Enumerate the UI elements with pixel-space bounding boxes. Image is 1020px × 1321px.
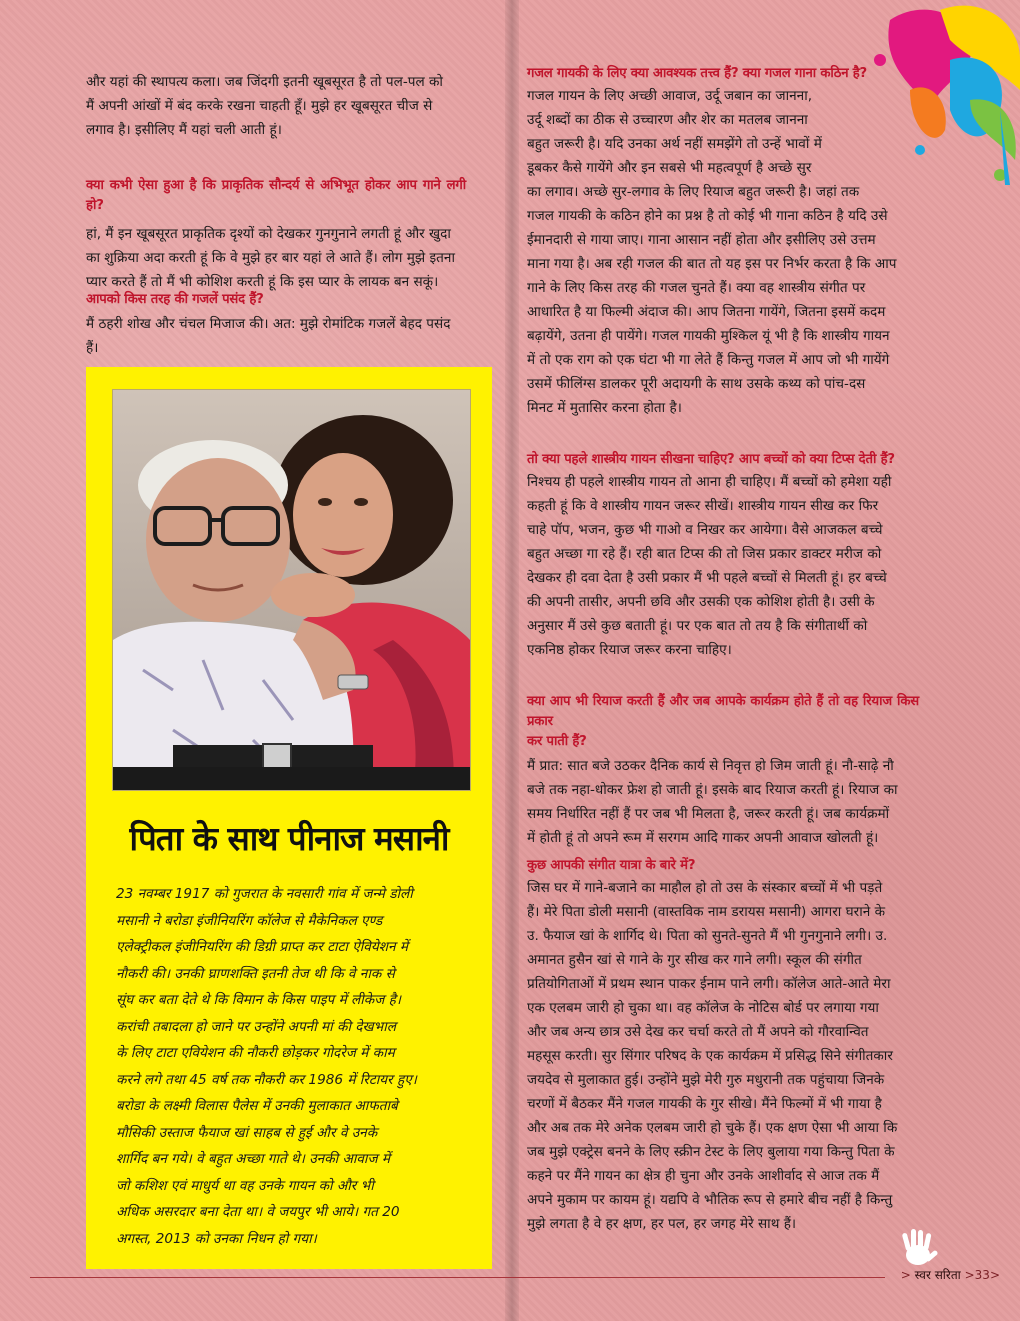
text-line: प्यार करते हैं तो मैं भी कोशिश करती हूं कि इस प्यार के लायक बन सकूं। [86,274,439,290]
caption-line: शार्गिद बन गये। वे बहुत अच्छा गाते थे। उनकी आवाज में [116,1151,390,1167]
text-line: जब मुझे एक्ट्रेस बनने के लिए स्क्रीन टेस्ट के लिए बुलाया गया किन्तु पिता के [527,1144,895,1160]
question-heading: क्या कभी ऐसा हुआ है कि प्राकृतिक सौन्दर्य से अभिभूत होकर आप गाने लगी हो? [86,178,466,213]
text-line: प्रतियोगिताओं में प्रथम स्थान पाकर ईनाम पाने लगी। कॉलेज आते-आते मेरा [527,976,891,992]
text-line: अनुसार मैं उसे कुछ बताती हूं। पर एक बात तो तय है कि संगीतार्थी को [527,618,868,634]
question-heading: तो क्या पहले शास्त्रीय गायन सीखना चाहिए? आप बच्चों को क्या टिप्स देती हैं? [527,452,895,467]
footer-arrow: > [989,1268,1000,1282]
caption-line: मसानी ने बरोडा इंजीनियरिंग कॉलेज से मैकेनिकल एण्ड [116,912,383,929]
text-line: मैं प्रात: सात बजे उठकर दैनिक कार्य से निवृत्त हो जिम जाती हूं। नौ-साढ़े नौ [527,758,894,774]
text-line: गाने के लिए किस तरह की गजल चुनते हैं। क्या वह शास्त्रीय संगीत पर [527,280,866,296]
text-line: लगाव है। इसीलिए मैं यहां चली आती हूं। [86,122,282,138]
text-line: बहुत जरूरी है। यदि उनका अर्थ नहीं समझेंगे तो उन्हें भावों में [527,136,822,152]
text-line: उसमें फीलिंग्स डालकर पूरी अदायगी के साथ उसके कथ्य को पांच-दस [527,376,866,392]
text-line: देखकर ही दवा देता है उसी प्रकार मैं भी पहले बच्चों से मिलती हूं। हर बच्चे [527,570,887,586]
photo-caption-title: पिता के साथ पीनाज मसानी [129,819,449,858]
text-line: जयदेव से मुलाकात हुई। उन्होंने मुझे मेरी गुरु मधुरानी तक पहुंचाया जिनके [527,1072,885,1088]
text-line: उर्दू शब्दों का ठीक से उच्चारण और शेर का मतलब जानना [527,112,808,128]
text-line: उ. फैयाज खां के शार्गिद थे। पिता को सुनते-सुनते मैं भी गुनगुनाने लगी। उ. [527,928,888,944]
caption-line: सूंघ कर बता देते थे कि विमान के किस पाइप में लीकेज है। [116,992,401,1008]
page-footer [901,1266,1000,1283]
caption-line: 23 नवम्बर 1917 को गुजरात के नवसारी गांव में जन्मे डोली [116,886,413,902]
text-line: मुझे लगता है वे हर क्षण, हर पल, हर जगह मेरे साथ हैं। [527,1216,797,1232]
question-heading-line: कर पाती हैं? [527,734,587,749]
qa-block-3 [527,64,919,420]
text-line: की अपनी तासीर, अपनी छवि और उसकी एक कोशिश होती है। उसी के [527,594,875,610]
intro-paragraph [86,70,466,142]
caption-line: बरोडा के लक्ष्मी विलास पैलेस में उनकी मुलाकात आफताबे [116,1098,398,1114]
text-line: माना गया है। अब रही गजल की बात तो यह इस पर निर्भर करता है कि आप [527,256,897,272]
photo-caption-text [116,881,466,1252]
text-line: एक एलबम जारी हो चुका था। वह कॉलेज के नोटिस बोर्ड पर लगाया गया [527,1000,879,1016]
caption-line: नौकरी की। उनकी घ्राणशक्ति इतनी तेज थी कि वे नाक से [116,965,395,982]
qa-block-6 [527,856,919,1236]
text-line: ईमानदारी से गाया जाए। गाना आसान नहीं होता और इसीलिए उसे उत्तम [527,232,876,248]
qa-block-1 [86,176,466,294]
text-line: कहने पर मैंने गायन का क्षेत्र ही चुना और उनके आशीर्वाद से आज तक मैं [527,1168,880,1184]
text-line: मिनट में मुतासिर करना होता है। [527,400,682,416]
text-line: हां, मैं इन खूबसूरत प्राकृतिक दृश्यों को देखकर गुनगुनाने लगती हूं और खुदा [86,226,451,242]
caption-line: अधिक असरदार बना देता था। वे जयपुर भी आये। गत 20 [116,1204,400,1220]
caption-line: जो कशिश एवं माधुर्य था वह उनके गायन को और भी [116,1177,374,1194]
text-line: आधारित है या फिल्मी अंदाज की। आप जितना गायेंगे, जितना इसमें कदम [527,304,886,320]
caption-line: अगस्त, 2013 को उनका निधन हो गया। [116,1230,317,1247]
text-line: का लगाव। अच्छे सुर-लगाव के लिए रियाज बहुत जरूरी है। जहां तक [527,184,860,200]
text-line: गजल गायन के लिए अच्छी आवाज, उर्दू जबान का जानना, [527,88,813,104]
question-heading: आपको किस तरह की गजलें पसंद हैं? [86,292,264,307]
text-line: कहती हूं कि वे शास्त्रीय गायन जरूर सीखें। शास्त्रीय गायन सीख कर फिर [527,498,879,514]
question-heading: कुछ आपकी संगीत यात्रा के बारे में? [527,858,696,873]
footer-rule [30,1277,885,1278]
caption-line: एलेक्ट्रीकल इंजीनियरिंग की डिग्री प्राप्त कर टाटा ऐवियेशन में [116,939,408,955]
qa-block-2 [86,290,466,360]
page-number: 33 [974,1268,990,1282]
text-line: समय निर्धारित नहीं हैं पर जब भी मिलता है, जरूर करती हूं। जब कार्यक्रमों [527,806,890,822]
question-heading-line: क्या आप भी रियाज करती हैं और जब आपके कार्यक्रम होते हैं तो वह रियाज किस प्रकार [527,694,919,729]
caption-line: मौसिकी उस्ताज फैयाज खां साहब से हुई और वे उनके [116,1124,378,1141]
text-line: बढ़ायेंगे, उतना ही पायेंगे। गजल गायकी मुश्किल यूं भी है कि शास्त्रीय गायन [527,328,890,344]
text-line: और अब तक मेरे अनेक एलबम जारी हो चुके हैं। एक क्षण ऐसा भी आया कि [527,1120,898,1136]
magazine-name: स्वर सरिता [914,1268,961,1282]
caption-line: के लिए टाटा एवियेशन की नौकरी छोड़कर गोदरेज में काम [116,1045,395,1061]
qa-block-5 [527,692,919,850]
text-line: डूबकर कैसे गायेंगे और इन सबसे भी महत्वपूर्ण है अच्छे सुर [527,160,812,176]
text-line: चरणों में बैठकर मैंने गजल गायकी के गुर सीखे। मैंने फिल्मों में भी गाया है [527,1096,882,1112]
handprint-icon [888,1227,948,1269]
text-line: और जब अन्य छात्र उसे देख कर चर्चा करते तो मैं अपने को गौरवान्वित [527,1024,869,1040]
text-line: एकनिष्ठ होकर रियाज जरूर करना चाहिए। [527,642,732,658]
text-line: हैं। [86,340,99,356]
text-line: में होती हूं तो अपने रूम में सरगम आदि गाकर अपनी आवाज खोलती हूं। [527,830,879,846]
text-line: में तो एक राग को एक घंटा भी गा लेते हैं किन्तु गजल में आप जो भी गायेंगे [527,352,890,368]
text-line: अपने मुकाम पर कायम हूं। यद्यपि वे भौतिक रूप से हमारे बीच नहीं है किन्तु [527,1192,893,1208]
text-line: और यहां की स्थापत्य कला। जब जिंदगी इतनी खूबसूरत है तो पल-पल को [86,74,443,90]
footer-arrow: > [964,1268,975,1282]
text-line: निश्चय ही पहले शास्त्रीय गायन तो आना ही चाहिए। मैं बच्चों को हमेशा यही [527,474,892,490]
text-line: महसूस करती। सुर सिंगार परिषद के एक कार्यक्रम में प्रसिद्ध सिने संगीतकार [527,1048,893,1064]
text-line: बहुत अच्छा गा रहे हैं। रही बात टिप्स की तो जिस प्रकार डाक्टर मरीज को [527,546,882,562]
page-spine [505,0,519,1321]
text-line: गजल गायकी के कठिन होने का प्रश्न है तो कोई भी गाना कठिन है यदि उसे [527,208,888,224]
photo-caption-box [86,367,492,1269]
text-line: मैं ठहरी शोख और चंचल मिजाज की। अत: मुझे रोमांटिक गजलें बेहद पसंद [86,316,451,332]
text-line: अमानत हुसैन खां से गाने के गुर सीख कर गाने लगी। स्कूल की संगीत [527,952,862,968]
text-line: बजे तक नहा-धोकर फ्रेश हो जाती हूं। इसके बाद रियाज करती हूं। रियाज का [527,782,898,798]
text-line: चाहे पॉप, भजन, कुछ भी गाओ व निखर कर आयेगा। वैसे आजकल बच्चे [527,522,883,538]
text-line: हैं। मेरे पिता डोली मसानी (वास्तविक नाम डरायस मसानी) आगरा घराने के [527,904,886,920]
question-heading: गजल गायकी के लिए क्या आवश्यक तत्त्व हैं? क्या गजल गाना कठिन है? [527,66,867,81]
caption-line: करांची तबादला हो जाने पर उन्होंने अपनी मां की देखभाल [116,1018,396,1035]
text-line: जिस घर में गाने-बजाने का माहौल हो तो उस के संस्कार बच्चों में भी पड़ते [527,880,883,896]
text-line: का शुक्रिया अदा करती हूं कि वे मुझे हर बार यहां ले आते हैं। लोग मुझे इतना [86,250,455,266]
qa-block-4 [527,450,919,662]
footer-arrow: > [900,1268,911,1282]
text-line: मैं अपनी आंखों में बंद करके रखना चाहती हूँ। मुझे हर खूबसूरत चीज से [86,98,433,114]
father-daughter-photo [112,389,471,791]
caption-line: करने लगे तथा 45 वर्ष तक नौकरी कर 1986 में रिटायर हुए। [116,1071,417,1088]
